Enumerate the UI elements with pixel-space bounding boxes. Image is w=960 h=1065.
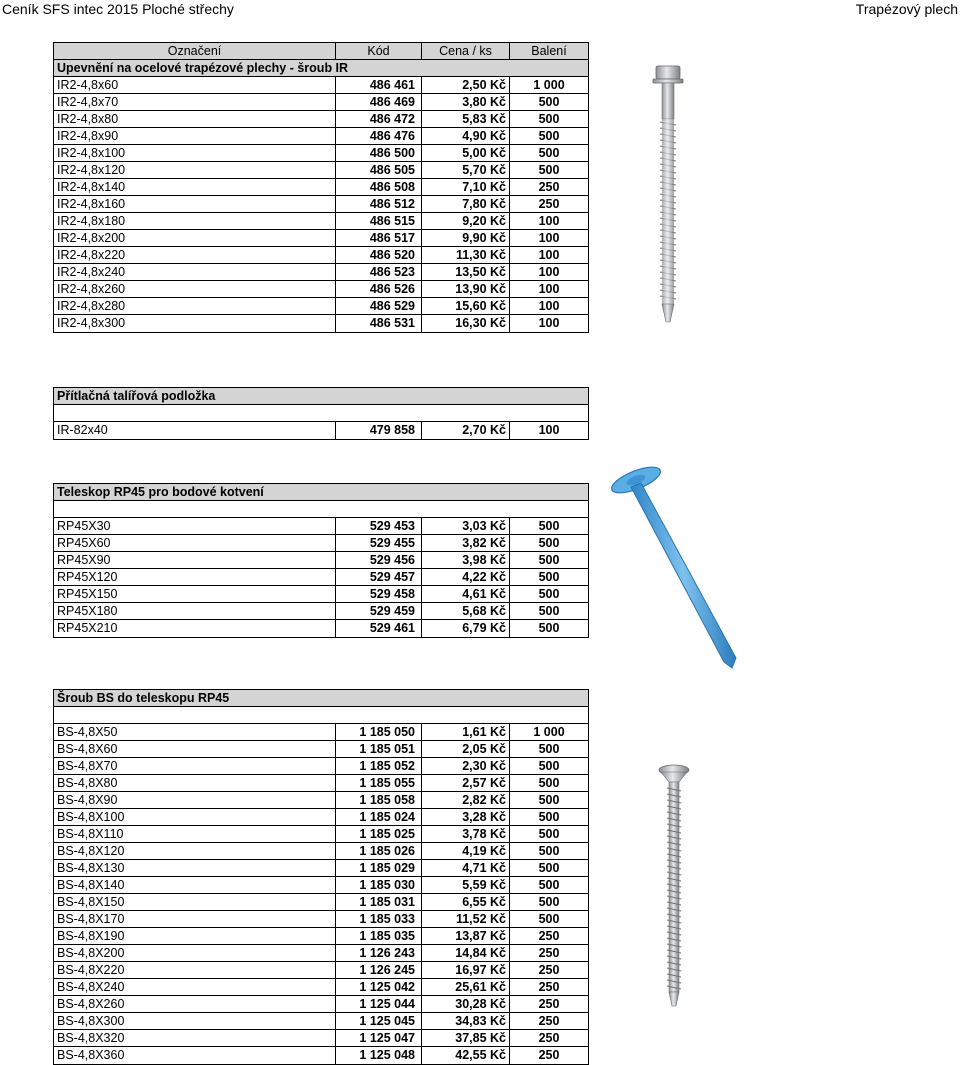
cell-cena: 2,70 Kč <box>422 422 510 439</box>
table-row <box>54 552 588 569</box>
cell-baleni: 1 000 <box>533 725 565 739</box>
cell-oznaceni: BS-4,8X220 <box>54 962 336 978</box>
column-header-row <box>54 43 588 60</box>
cell-cena: 9,90 Kč <box>422 230 510 246</box>
cell-oznaceni: BS-4,8X130 <box>54 860 336 876</box>
table-row <box>54 860 588 877</box>
cell-oznaceni: IR2-4,8x70 <box>54 94 336 110</box>
cell-cena: 1,61 Kč <box>422 724 510 740</box>
cell-cena: 34,83 Kč <box>422 1013 510 1029</box>
cell-baleni: 500 <box>538 536 560 550</box>
cell-cena: 3,28 Kč <box>422 809 510 825</box>
cell-kod: 1 185 052 <box>336 758 422 774</box>
section-title-ir: Upevnění na ocelové trapézové plechy - šroub IR <box>54 60 588 77</box>
cell-kod: 1 125 044 <box>336 996 422 1012</box>
table-row <box>54 281 588 298</box>
table-row <box>54 826 588 843</box>
cell-oznaceni: BS-4,8X360 <box>54 1047 336 1064</box>
cell-kod: 486 472 <box>336 111 422 127</box>
cell-baleni: 100 <box>538 231 560 245</box>
cell-cena: 5,68 Kč <box>422 603 510 619</box>
cell-kod: 486 512 <box>336 196 422 212</box>
column-header-oznaceni: Označení <box>54 43 336 59</box>
cell-baleni: 500 <box>538 519 560 533</box>
cell-baleni: 250 <box>538 197 560 211</box>
cell-baleni: 500 <box>538 861 560 875</box>
cell-kod: 1 185 033 <box>336 911 422 927</box>
cell-cena: 3,82 Kč <box>422 535 510 551</box>
cell-kod: 529 456 <box>336 552 422 568</box>
cell-cena: 2,50 Kč <box>422 77 510 93</box>
table-ir-screws <box>53 42 589 333</box>
table-row <box>54 603 588 620</box>
table-row <box>54 775 588 792</box>
cell-baleni: 100 <box>538 299 560 313</box>
table-row <box>54 996 588 1013</box>
cell-oznaceni: RP45X120 <box>54 569 336 585</box>
table-row <box>54 877 588 894</box>
table-row <box>54 315 588 332</box>
cell-kod: 1 185 025 <box>336 826 422 842</box>
cell-cena: 2,82 Kč <box>422 792 510 808</box>
cell-baleni: 100 <box>538 316 560 330</box>
cell-cena: 11,52 Kč <box>422 911 510 927</box>
cell-oznaceni: IR2-4,8x160 <box>54 196 336 212</box>
table-body-bs <box>54 724 588 1064</box>
cell-cena: 4,90 Kč <box>422 128 510 144</box>
section-title-bs: Šroub BS do teleskopu RP45 <box>54 690 588 707</box>
table-row <box>54 620 588 637</box>
cell-cena: 13,50 Kč <box>422 264 510 280</box>
cell-baleni: 500 <box>538 129 560 143</box>
cell-kod: 486 517 <box>336 230 422 246</box>
cell-oznaceni: BS-4,8X150 <box>54 894 336 910</box>
cell-oznaceni: IR2-4,8x90 <box>54 128 336 144</box>
table-row <box>54 1047 588 1064</box>
spacer-row <box>54 405 588 422</box>
cell-oznaceni: RP45X150 <box>54 586 336 602</box>
cell-oznaceni: IR2-4,8x180 <box>54 213 336 229</box>
cell-kod: 486 515 <box>336 213 422 229</box>
cell-kod: 486 523 <box>336 264 422 280</box>
cell-cena: 11,30 Kč <box>422 247 510 263</box>
cell-kod: 529 453 <box>336 518 422 534</box>
cell-kod: 1 185 058 <box>336 792 422 808</box>
cell-cena: 7,10 Kč <box>422 179 510 195</box>
cell-cena: 15,60 Kč <box>422 298 510 314</box>
table-body-washer <box>54 422 588 439</box>
table-row <box>54 569 588 586</box>
cell-oznaceni: IR-82x40 <box>54 422 336 439</box>
table-row <box>54 162 588 179</box>
cell-kod: 1 185 050 <box>336 724 422 740</box>
table-row <box>54 264 588 281</box>
cell-kod: 486 508 <box>336 179 422 195</box>
cell-oznaceni: IR2-4,8x60 <box>54 77 336 93</box>
cell-cena: 5,59 Kč <box>422 877 510 893</box>
cell-oznaceni: BS-4,8X110 <box>54 826 336 842</box>
cell-baleni: 1 000 <box>533 78 565 92</box>
table-row <box>54 196 588 213</box>
cell-kod: 486 520 <box>336 247 422 263</box>
cell-baleni: 500 <box>538 895 560 909</box>
cell-cena: 3,98 Kč <box>422 552 510 568</box>
cell-kod: 486 529 <box>336 298 422 314</box>
cell-cena: 16,30 Kč <box>422 315 510 332</box>
cell-oznaceni: RP45X180 <box>54 603 336 619</box>
cell-cena: 25,61 Kč <box>422 979 510 995</box>
section-title-washer: Přítlačná talířová podložka <box>54 388 588 405</box>
cell-cena: 3,03 Kč <box>422 518 510 534</box>
cell-kod: 529 458 <box>336 586 422 602</box>
cell-cena: 30,28 Kč <box>422 996 510 1012</box>
cell-cena: 2,57 Kč <box>422 775 510 791</box>
section-title-telescope: Teleskop RP45 pro bodové kotvení <box>54 484 588 501</box>
cell-cena: 4,61 Kč <box>422 586 510 602</box>
cell-kod: 1 125 047 <box>336 1030 422 1046</box>
cell-baleni: 100 <box>538 282 560 296</box>
table-row <box>54 535 588 552</box>
cell-baleni: 250 <box>538 180 560 194</box>
cell-kod: 1 185 035 <box>336 928 422 944</box>
cell-baleni: 500 <box>538 844 560 858</box>
cell-kod: 486 531 <box>336 315 422 332</box>
cell-oznaceni: BS-4,8X80 <box>54 775 336 791</box>
cell-oznaceni: BS-4,8X300 <box>54 1013 336 1029</box>
table-row <box>54 77 588 94</box>
bs-screw-image <box>656 764 692 1008</box>
cell-cena: 4,71 Kč <box>422 860 510 876</box>
table-row <box>54 422 588 439</box>
cell-kod: 529 455 <box>336 535 422 551</box>
cell-oznaceni: BS-4,8X50 <box>54 724 336 740</box>
cell-kod: 486 461 <box>336 77 422 93</box>
cell-baleni: 500 <box>538 776 560 790</box>
cell-kod: 1 185 029 <box>336 860 422 876</box>
cell-baleni: 500 <box>538 570 560 584</box>
table-row <box>54 945 588 962</box>
column-header-kod: Kód <box>336 43 422 59</box>
table-row <box>54 741 588 758</box>
table-row <box>54 894 588 911</box>
cell-baleni: 500 <box>538 793 560 807</box>
cell-oznaceni: IR2-4,8x220 <box>54 247 336 263</box>
cell-cena: 42,55 Kč <box>422 1047 510 1064</box>
cell-cena: 13,87 Kč <box>422 928 510 944</box>
table-bs-screws <box>53 689 589 1065</box>
cell-cena: 5,83 Kč <box>422 111 510 127</box>
cell-baleni: 500 <box>538 742 560 756</box>
cell-oznaceni: BS-4,8X170 <box>54 911 336 927</box>
cell-cena: 13,90 Kč <box>422 281 510 297</box>
cell-baleni: 250 <box>538 1031 560 1045</box>
column-header-baleni: Balení <box>531 44 567 58</box>
cell-baleni: 500 <box>538 553 560 567</box>
cell-cena: 2,05 Kč <box>422 741 510 757</box>
cell-oznaceni: BS-4,8X100 <box>54 809 336 825</box>
cell-kod: 1 125 045 <box>336 1013 422 1029</box>
cell-baleni: 250 <box>538 1048 560 1062</box>
cell-cena: 5,70 Kč <box>422 162 510 178</box>
cell-baleni: 500 <box>538 112 560 126</box>
table-row <box>54 843 588 860</box>
cell-kod: 1 185 026 <box>336 843 422 859</box>
cell-oznaceni: IR2-4,8x200 <box>54 230 336 246</box>
cell-kod: 1 185 055 <box>336 775 422 791</box>
ir-screw-image <box>648 64 688 326</box>
cell-oznaceni: IR2-4,8x100 <box>54 145 336 161</box>
table-row <box>54 724 588 741</box>
cell-cena: 9,20 Kč <box>422 213 510 229</box>
cell-baleni: 100 <box>538 423 560 437</box>
cell-oznaceni: BS-4,8X190 <box>54 928 336 944</box>
table-body-ir <box>54 77 588 332</box>
table-row <box>54 145 588 162</box>
cell-cena: 2,30 Kč <box>422 758 510 774</box>
cell-baleni: 250 <box>538 997 560 1011</box>
cell-baleni: 250 <box>538 1014 560 1028</box>
cell-oznaceni: BS-4,8X70 <box>54 758 336 774</box>
cell-oznaceni: RP45X90 <box>54 552 336 568</box>
table-row <box>54 792 588 809</box>
cell-baleni: 500 <box>538 146 560 160</box>
cell-oznaceni: BS-4,8X90 <box>54 792 336 808</box>
page-header-left: Ceník SFS intec 2015 Ploché střechy <box>2 1 234 17</box>
spacer-row <box>54 707 588 724</box>
cell-kod: 1 126 243 <box>336 945 422 961</box>
cell-kod: 486 500 <box>336 145 422 161</box>
cell-kod: 486 476 <box>336 128 422 144</box>
cell-baleni: 500 <box>538 604 560 618</box>
table-row <box>54 586 588 603</box>
cell-cena: 4,19 Kč <box>422 843 510 859</box>
cell-kod: 1 126 245 <box>336 962 422 978</box>
cell-oznaceni: BS-4,8X240 <box>54 979 336 995</box>
cell-kod: 529 457 <box>336 569 422 585</box>
cell-kod: 529 461 <box>336 620 422 637</box>
table-row <box>54 928 588 945</box>
cell-oznaceni: IR2-4,8x300 <box>54 315 336 332</box>
cell-cena: 16,97 Kč <box>422 962 510 978</box>
cell-baleni: 500 <box>538 912 560 926</box>
cell-cena: 5,00 Kč <box>422 145 510 161</box>
cell-oznaceni: BS-4,8X200 <box>54 945 336 961</box>
cell-baleni: 500 <box>538 759 560 773</box>
telescope-rp45-image <box>606 462 746 672</box>
cell-baleni: 250 <box>538 980 560 994</box>
table-row <box>54 247 588 264</box>
table-row <box>54 758 588 775</box>
table-row <box>54 962 588 979</box>
table-row <box>54 518 588 535</box>
cell-baleni: 500 <box>538 621 560 635</box>
cell-oznaceni: BS-4,8X120 <box>54 843 336 859</box>
cell-baleni: 100 <box>538 265 560 279</box>
cell-oznaceni: BS-4,8X60 <box>54 741 336 757</box>
cell-oznaceni: BS-4,8X320 <box>54 1030 336 1046</box>
cell-baleni: 250 <box>538 963 560 977</box>
cell-cena: 3,80 Kč <box>422 94 510 110</box>
cell-oznaceni: RP45X60 <box>54 535 336 551</box>
spacer-row <box>54 501 588 518</box>
cell-cena: 3,78 Kč <box>422 826 510 842</box>
cell-oznaceni: IR2-4,8x140 <box>54 179 336 195</box>
cell-baleni: 500 <box>538 827 560 841</box>
cell-kod: 486 526 <box>336 281 422 297</box>
cell-kod: 1 185 030 <box>336 877 422 893</box>
table-row <box>54 128 588 145</box>
cell-oznaceni: IR2-4,8x120 <box>54 162 336 178</box>
column-header-cena: Cena / ks <box>422 43 510 59</box>
cell-baleni: 500 <box>538 95 560 109</box>
cell-baleni: 500 <box>538 878 560 892</box>
cell-cena: 4,22 Kč <box>422 569 510 585</box>
cell-cena: 6,55 Kč <box>422 894 510 910</box>
cell-kod: 1 185 051 <box>336 741 422 757</box>
cell-cena: 14,84 Kč <box>422 945 510 961</box>
cell-oznaceni: IR2-4,8x240 <box>54 264 336 280</box>
table-row <box>54 230 588 247</box>
cell-kod: 1 125 048 <box>336 1047 422 1064</box>
table-row <box>54 298 588 315</box>
cell-kod: 1 125 042 <box>336 979 422 995</box>
cell-cena: 37,85 Kč <box>422 1030 510 1046</box>
cell-baleni: 500 <box>538 587 560 601</box>
cell-cena: 6,79 Kč <box>422 620 510 637</box>
cell-baleni: 100 <box>538 214 560 228</box>
table-washer <box>53 387 589 440</box>
table-row <box>54 809 588 826</box>
cell-oznaceni: BS-4,8X140 <box>54 877 336 893</box>
cell-baleni: 500 <box>538 810 560 824</box>
cell-baleni: 500 <box>538 163 560 177</box>
table-row <box>54 979 588 996</box>
cell-kod: 529 459 <box>336 603 422 619</box>
table-row <box>54 1030 588 1047</box>
cell-kod: 1 185 031 <box>336 894 422 910</box>
cell-kod: 486 505 <box>336 162 422 178</box>
table-row <box>54 94 588 111</box>
cell-oznaceni: IR2-4,8x80 <box>54 111 336 127</box>
cell-baleni: 250 <box>538 946 560 960</box>
cell-oznaceni: BS-4,8X260 <box>54 996 336 1012</box>
table-row <box>54 111 588 128</box>
cell-oznaceni: RP45X30 <box>54 518 336 534</box>
cell-cena: 7,80 Kč <box>422 196 510 212</box>
table-row <box>54 911 588 928</box>
page-header-right: Trapézový plech <box>855 1 958 17</box>
cell-kod: 1 185 024 <box>336 809 422 825</box>
cell-kod: 479 858 <box>336 422 422 439</box>
cell-oznaceni: IR2-4,8x280 <box>54 298 336 314</box>
cell-oznaceni: RP45X210 <box>54 620 336 637</box>
table-telescope <box>53 483 589 638</box>
cell-oznaceni: IR2-4,8x260 <box>54 281 336 297</box>
table-row <box>54 213 588 230</box>
table-body-telescope <box>54 518 588 637</box>
cell-baleni: 100 <box>538 248 560 262</box>
cell-baleni: 250 <box>538 929 560 943</box>
table-row <box>54 1013 588 1030</box>
cell-kod: 486 469 <box>336 94 422 110</box>
table-row <box>54 179 588 196</box>
